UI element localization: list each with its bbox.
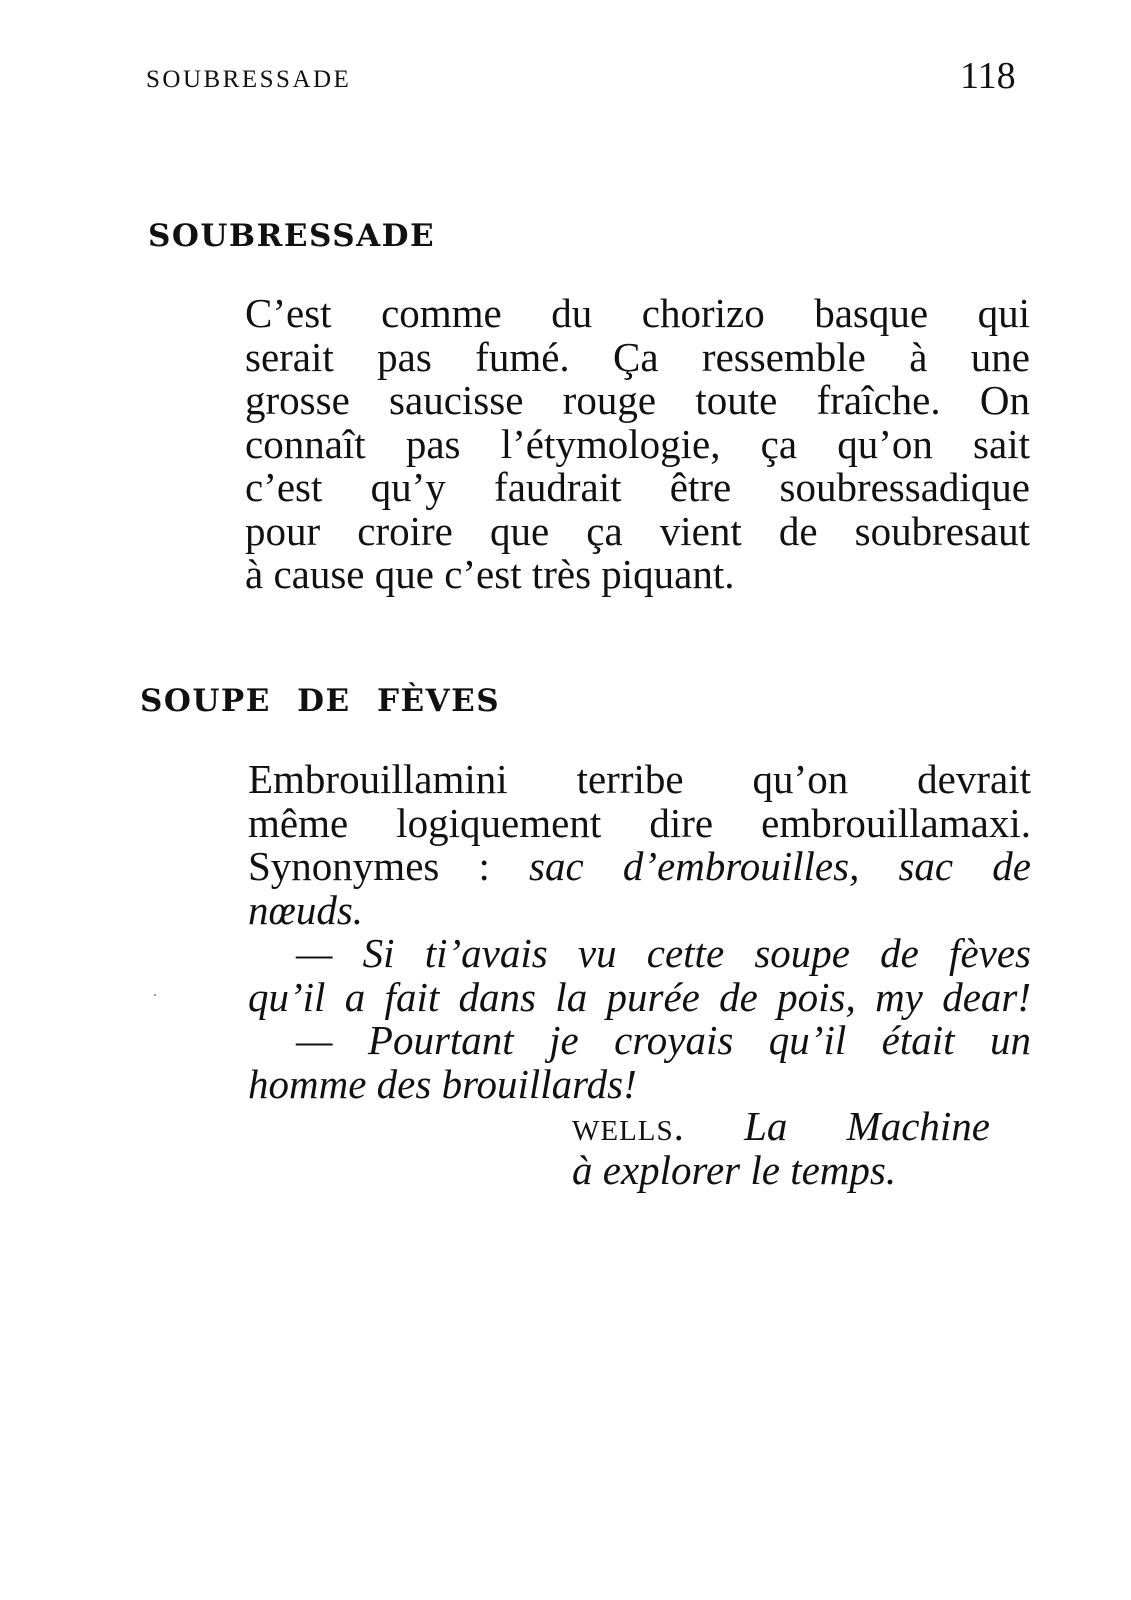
running-head: SOUBRESSADE [146,66,352,93]
text-line: c’est qu’y faudrait être soubressadique [245,464,1030,510]
attribution-author: wells. [572,1103,685,1149]
text-line: grosse saucisse rouge toute fraîche. On [245,377,1030,423]
quote-line: qu’il a fait dans la purée de pois, my dear! [248,973,1031,1020]
quote-line: — Si ti’avais vu cette soupe de fèves [296,930,1031,976]
entry-headword: SOUPE DE FÈVES [140,683,501,719]
entry-definition [248,758,1031,1106]
attribution-title-continued: à explorer le temps. [572,1147,897,1193]
text-line: C’est comme du chorizo basque qui [245,290,1030,336]
synonyms-value: sac d’embrouilles, sac de [529,843,1031,889]
text-line: même logiquement dire embrouillamaxi. [248,799,1031,846]
quote-line: — Pourtant je croyais qu’il était un [296,1017,1031,1063]
attribution-title: La Machine [744,1103,990,1149]
quote-attribution [572,1104,990,1192]
text-line: à cause que c’est très piquant. [245,551,735,597]
synonyms-continuation: nœuds. [248,886,364,933]
attribution-line [572,1104,990,1148]
text-line: serait pas fumé. Ça ressemble à une [245,333,1030,380]
text-line: connaît pas l’étymologie, ça qu’on sait [245,420,1030,467]
quote-line: homme des brouillards! [248,1060,637,1107]
print-speck [154,994,156,996]
entry-headword: SOUBRESSADE [148,218,436,254]
text-line: pour croire que ça vient de soubresaut [245,507,1030,554]
text-line: Embrouillamini terribe qu’on devrait [248,756,1031,802]
entry-definition [245,292,1030,597]
synonyms-line [248,845,1031,889]
synonyms-label: Synonymes : [248,843,530,889]
page-number: 118 [960,55,1016,97]
